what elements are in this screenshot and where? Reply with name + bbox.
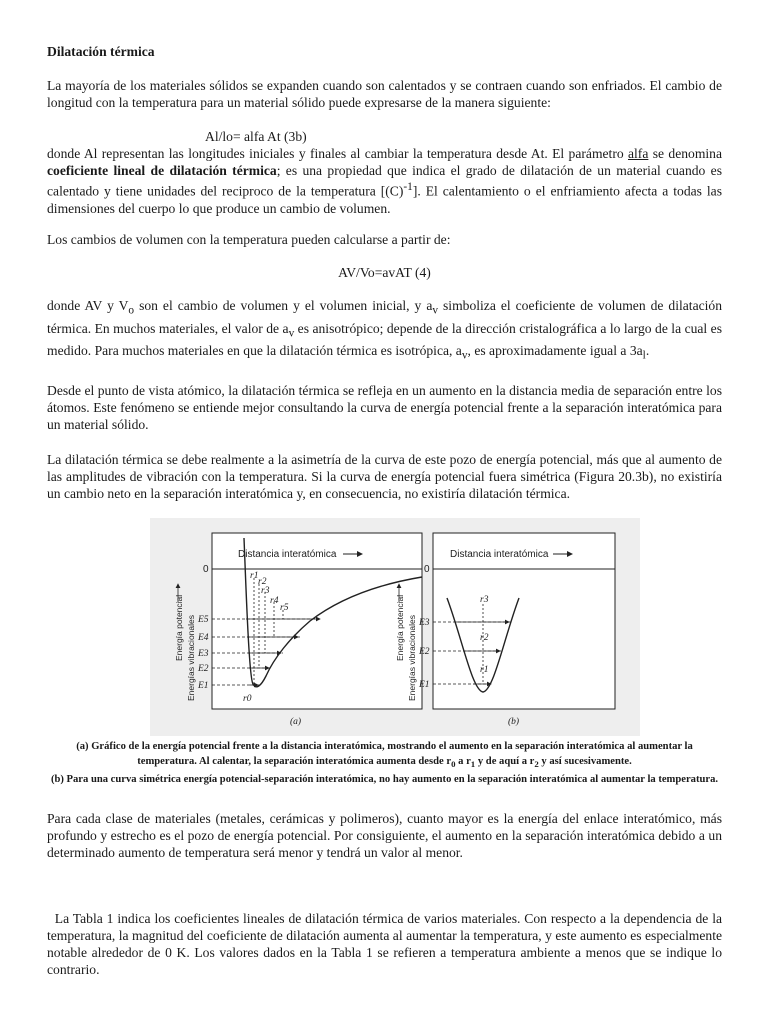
panel-b-r2-label: r2: [480, 633, 489, 643]
panel-a: [174, 533, 422, 727]
paragraph-volume-coefficient: donde AV y $V_o$ son el cambio de volumen y el volumen inicial, y $a_v$ simboliza el coeficiente de volumen de dilatación térmica. En muchos materiales, el valor de $a_v$ es anisotrópico; depende de la dirección cristalográfica a lo largo de la cual es medido. Para muchos materiales en que la dilatación térmica es isotrópica, $a_v$, es aproximadamente igual a $3a_l$.: [47, 298, 723, 363]
panel-b-caption-label: (b): [508, 717, 520, 727]
figure-svg: [150, 518, 640, 736]
panel-b-ylabel-outer: Energía potencial: [395, 594, 405, 661]
panel-a-r3-label: r3: [261, 586, 270, 596]
paragraph-bond-energy: Para cada clase de materiales (metales, cerámicas y polimeros), cuanto mayor es la energía del enlace interatómico, más profundo y estrecho es el pozo de energía potencial. Por consiguiente, el aumento en la separación interatómica debido a un determinado aumento de temperatura será menor y tendrá un valor al menor.: [47, 811, 722, 860]
panel-b-r1-label: r1: [480, 665, 489, 675]
panel-a-ylabel-outer: Energía potencial: [174, 594, 184, 661]
panel-a-ylabel-inner: Energías vibracionales: [186, 615, 196, 701]
section-title: Dilatación térmica: [47, 44, 155, 59]
paragraph-intro: La mayoría de los materiales sólidos se expanden cuando son calentados y se contraen cuando son enfriados. El cambio de longitud con la temperatura para un material sólido puede expresarse de la manera siguiente:: [47, 78, 722, 110]
panel-a-E3-label: E3: [198, 649, 209, 659]
potential-energy-figure: [150, 518, 640, 736]
panel-a-E1-label: E1: [198, 681, 209, 691]
panel-b-E3-label: E3: [419, 618, 430, 628]
panel-a-r0-label: r0: [243, 694, 252, 704]
paragraph-asymmetry: La dilatación térmica se debe realmente a la asimetría de la curva de este pozo de energía potencial, más que al aumento de las amplitudes de vibración con la temperatura. Si la curva de energía potencial fuera simétrica (Figura 20.3b), no existiría un cambio neto en la separación interatómica y, en consecuencia, no existiría dilatación térmica.: [47, 452, 722, 501]
panel-b-E2-label: E2: [419, 647, 430, 657]
panel-b-zero-label: 0: [424, 564, 430, 575]
panel-b-r3-label: r3: [480, 595, 489, 605]
panel-a-xaxis-label: Distancia interatómica: [238, 549, 337, 560]
paragraph-volume-intro: Los cambios de volumen con la temperatura pueden calcularse a partir de:: [47, 232, 451, 247]
panel-a-r5-label: r5: [280, 603, 289, 613]
paragraph-linear-coefficient: donde Al representan las longitudes iniciales y finales al cambiar la temperatura desde At. El parámetro alfa se denomina coeficiente lineal de dilatación térmica; es una propiedad que indica el grado de dilatación de un material cuando es calentado y tiene unidades del reciproco de la temperatura $[(C)^{-1}]$. El calentamiento o el enfriamiento afecta a todas las dimensiones del cuerpo lo que produce un cambio de volumen.: [47, 146, 723, 216]
panel-a-E5-label: E5: [198, 615, 209, 625]
caption-a: (a) Gráfico de la energía potencial frente a la distancia interatómica, mostrando el aumento en la separación interatómica al aumentar la temperatura. Al calentar, la separación interatómica aumenta desde $r_0$ a $r_1$ y de aquí a $r_2$ y así sucesivamente.: [76, 741, 693, 770]
alfa-link[interactable]: alfa: [628, 146, 649, 161]
figure-caption: [47, 739, 722, 787]
equation-linear: Al/lo= alfa At (3b): [205, 129, 307, 144]
panel-b-E1-label: E1: [419, 680, 430, 690]
caption-b: (b) Para una curva simétrica energía potencial-separación interatómica, no hay aumento en la separación interatómica al aumentar la temperatura.: [50, 774, 719, 786]
panel-b-xaxis-label: Distancia interatómica: [450, 549, 549, 560]
panel-a-r1-label: r1: [250, 571, 259, 581]
panel-b: [395, 533, 615, 727]
paragraph-table-reference: La Tabla 1 indica los coeficientes lineales de dilatación térmica de varios materiales. Con respecto a la dependencia de la temperatura, la magnitud del coeficiente de dilatación aumenta al aumentar la temperatura, y este aumento es especialmente notable alrededor de 0 K. Los valores dados en la Tabla 1 se refieren a temperatura ambiente a menos que se indique lo contrario.: [47, 911, 723, 977]
panel-b-ylabel-inner: Energías vibracionales: [407, 615, 417, 701]
panel-a-E2-label: E2: [198, 664, 209, 674]
paragraph-atomic-view: Desde el punto de vista atómico, la dilatación térmica se refleja en un aumento en la distancia media de separación entre los átomos. Este fenómeno se entiende mejor consultando la curva de energía potencial frente a la separación interatómica para un material sólido.: [47, 383, 722, 432]
panel-a-zero-label: 0: [203, 564, 209, 575]
equation-volume: AV/Vo=avAT (4): [338, 265, 431, 280]
panel-a-caption-label: (a): [290, 717, 302, 727]
term-coefficient: coeficiente lineal de dilatación térmica: [47, 163, 277, 178]
panel-a-r4-label: r4: [270, 596, 279, 606]
panel-a-r2-label: r2: [258, 577, 267, 587]
panel-a-E4-label: E4: [198, 633, 209, 643]
